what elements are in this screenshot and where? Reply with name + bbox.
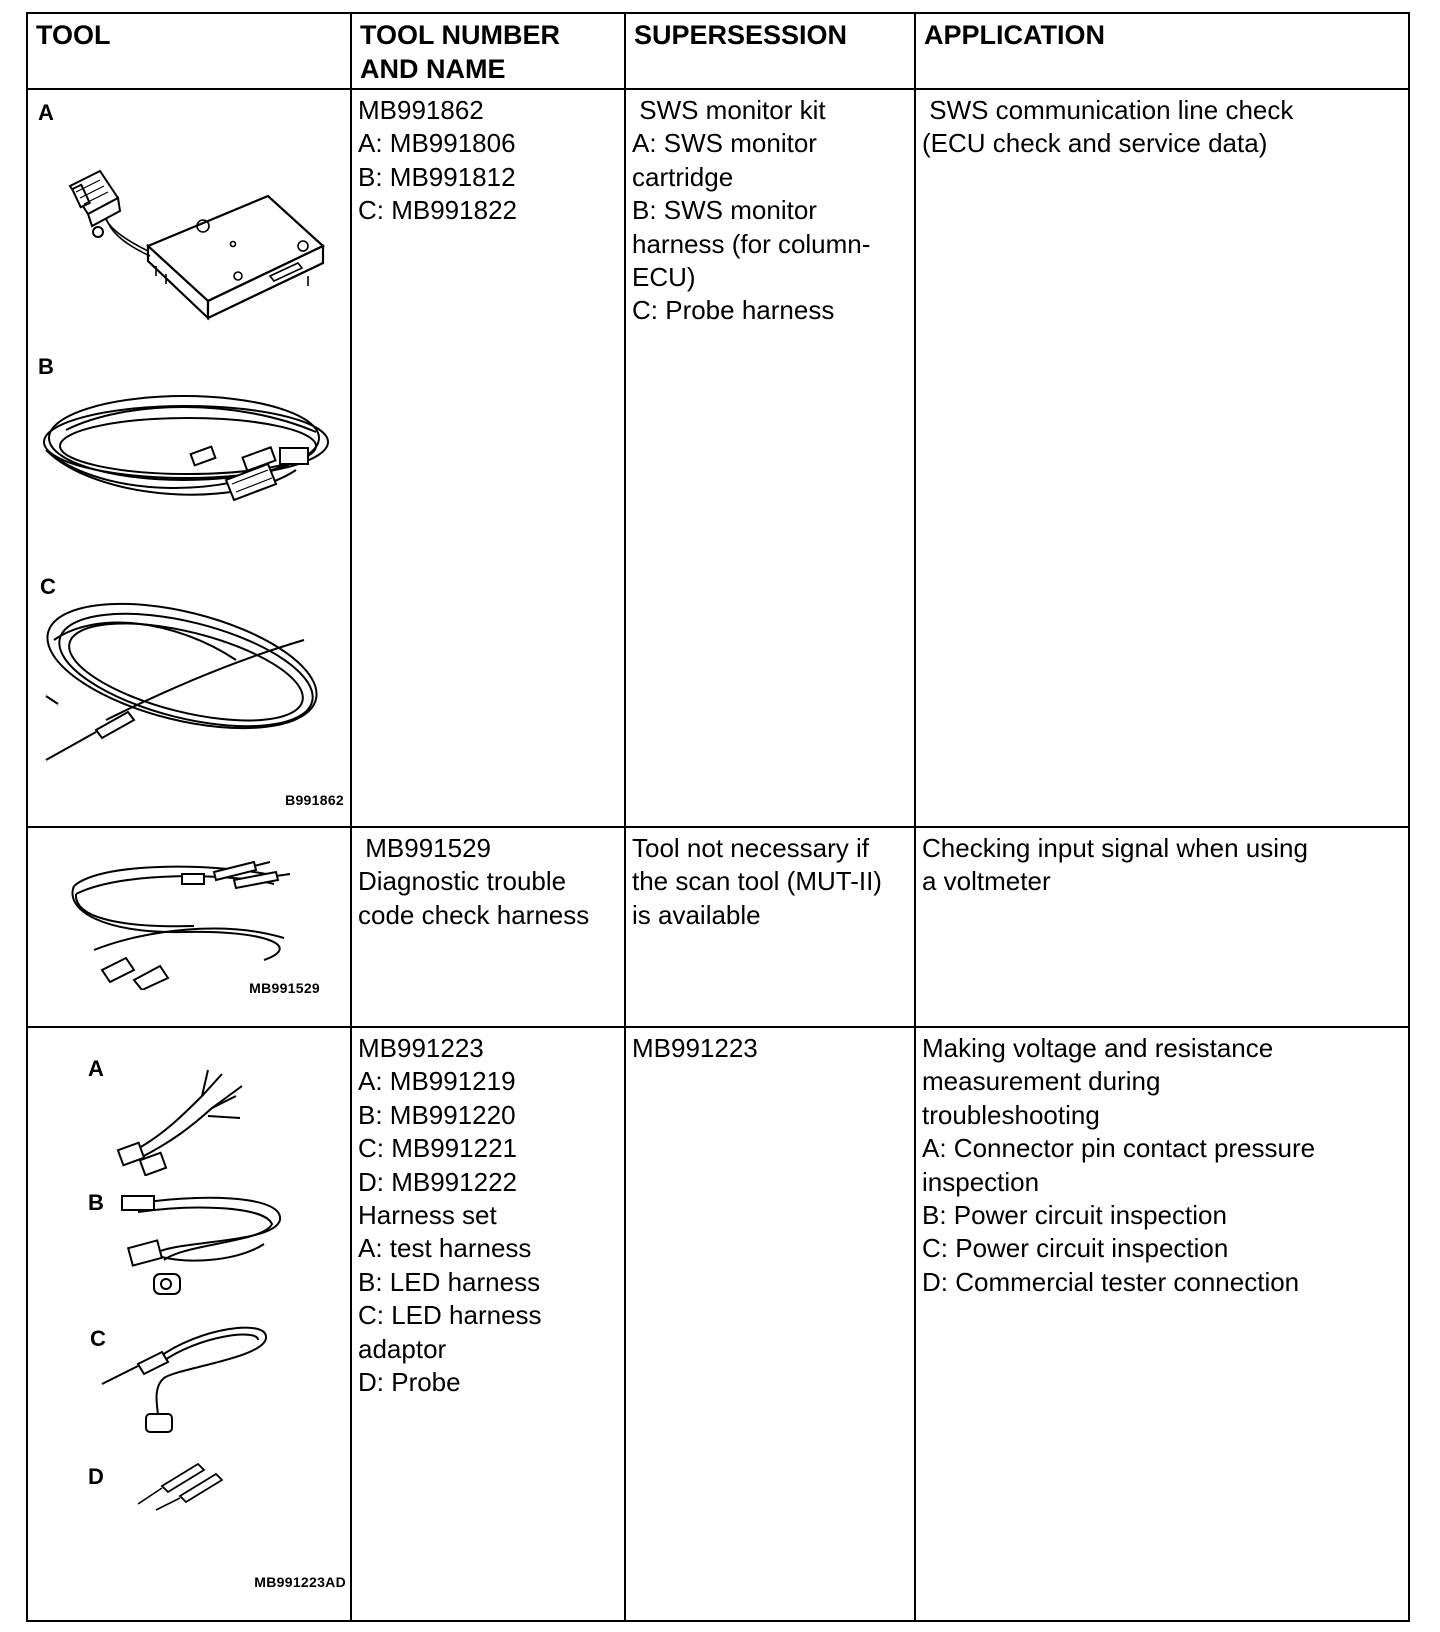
tool-illustration-cell <box>27 89 351 827</box>
tool-number-line: code check harness <box>358 899 590 930</box>
tool-illustration-cell <box>27 1027 351 1621</box>
application-cell <box>915 1027 1409 1621</box>
tool-number-line: MB991223 <box>358 1033 484 1063</box>
table-row <box>27 89 1409 827</box>
supersession-line: B: SWS monitor <box>632 195 817 226</box>
supersession-cell <box>625 827 915 1027</box>
tool-label-a: A <box>38 100 54 125</box>
tool-number-line: A: MB991806 <box>358 128 516 159</box>
tool-number-line: Harness set <box>358 1200 497 1231</box>
tool-number-line: MB991862 <box>358 95 484 125</box>
supersession-line: C: Probe harness <box>632 295 835 326</box>
tool-number-line: D: Probe <box>358 1367 461 1398</box>
header-tool: TOOL <box>27 13 351 89</box>
tool-number-line: A: MB991219 <box>358 1066 516 1097</box>
tool-number-cell <box>351 827 625 1027</box>
supersession-line: is available <box>632 899 761 930</box>
tool-number-line: C: MB991822 <box>358 195 517 226</box>
supersession-line: A: SWS monitor <box>632 128 817 159</box>
application-line: D: Commercial tester connection <box>922 1266 1300 1297</box>
led-harness-icon <box>114 1184 294 1304</box>
probe-harness-icon <box>36 600 326 770</box>
supersession-line: the scan tool (MUT-II) <box>632 866 882 897</box>
tool-illustration-cell <box>27 827 351 1027</box>
tool-number-line: adaptor <box>358 1333 447 1364</box>
tool-label-c: C <box>90 1326 106 1351</box>
supersession-line: cartridge <box>632 161 734 192</box>
application-cell <box>915 827 1409 1027</box>
led-harness-adaptor-icon <box>98 1318 278 1438</box>
tool-label-c: C <box>40 574 56 599</box>
test-harness-icon <box>112 1056 252 1176</box>
table-row <box>27 1027 1409 1621</box>
application-cell <box>915 89 1409 827</box>
tool-number-line: B: MB991220 <box>358 1099 516 1130</box>
tool-number-cell <box>351 1027 625 1621</box>
tool-label-b: B <box>88 1190 104 1215</box>
table-row <box>27 827 1409 1027</box>
tool-image-code: MB991223AD <box>254 1574 346 1590</box>
header-application: APPLICATION <box>915 13 1409 89</box>
application-line: B: Power circuit inspection <box>922 1200 1227 1231</box>
supersession-cell <box>625 1027 915 1621</box>
tool-image-code: MB991529 <box>249 980 320 996</box>
supersession-line: SWS monitor kit <box>632 95 826 125</box>
application-line: SWS communication line check <box>922 95 1294 125</box>
supersession-cell <box>625 89 915 827</box>
tool-number-line: C: LED harness <box>358 1300 542 1331</box>
probe-icon <box>132 1452 242 1512</box>
tool-number-line: B: LED harness <box>358 1266 541 1297</box>
supersession-line: harness (for column- <box>632 228 871 259</box>
tool-number-cell <box>351 89 625 827</box>
tool-number-line: MB991529 <box>358 833 491 863</box>
application-line: inspection <box>922 1166 1040 1197</box>
tool-number-line: A: test harness <box>358 1233 532 1264</box>
header-row <box>27 13 1409 89</box>
application-line: Making voltage and resistance <box>922 1033 1274 1063</box>
tool-number-line: D: MB991222 <box>358 1166 517 1197</box>
tool-number-line: C: MB991221 <box>358 1133 517 1164</box>
monitor-harness-icon <box>36 380 336 520</box>
application-line: Checking input signal when using <box>922 833 1308 863</box>
application-line: a voltmeter <box>922 866 1051 897</box>
supersession-line: ECU) <box>632 262 696 293</box>
header-supersession: SUPERSESSION <box>625 13 915 89</box>
supersession-line: Tool not necessary if <box>632 833 870 863</box>
header-tool-number-line2: AND NAME <box>360 54 506 84</box>
supersession-line: MB991223 <box>632 1033 758 1063</box>
tool-label-b: B <box>38 354 54 379</box>
application-line: (ECU check and service data) <box>922 128 1268 159</box>
tool-number-line: Diagnostic trouble <box>358 866 567 897</box>
dtc-check-harness-icon <box>64 850 304 990</box>
application-line: measurement during <box>922 1066 1161 1097</box>
tool-image-code: B991862 <box>285 792 344 808</box>
application-line: A: Connector pin contact pressure <box>922 1133 1316 1164</box>
special-tools-table <box>26 12 1410 1622</box>
header-tool-number-line1: TOOL NUMBER <box>360 20 561 50</box>
monitor-cartridge-icon <box>48 126 328 346</box>
tool-label-d: D <box>88 1464 104 1489</box>
tool-label-a: A <box>88 1056 104 1081</box>
application-line: C: Power circuit inspection <box>922 1233 1229 1264</box>
header-tool-number <box>351 13 625 89</box>
tool-number-line: B: MB991812 <box>358 161 516 192</box>
application-line: troubleshooting <box>922 1099 1100 1130</box>
